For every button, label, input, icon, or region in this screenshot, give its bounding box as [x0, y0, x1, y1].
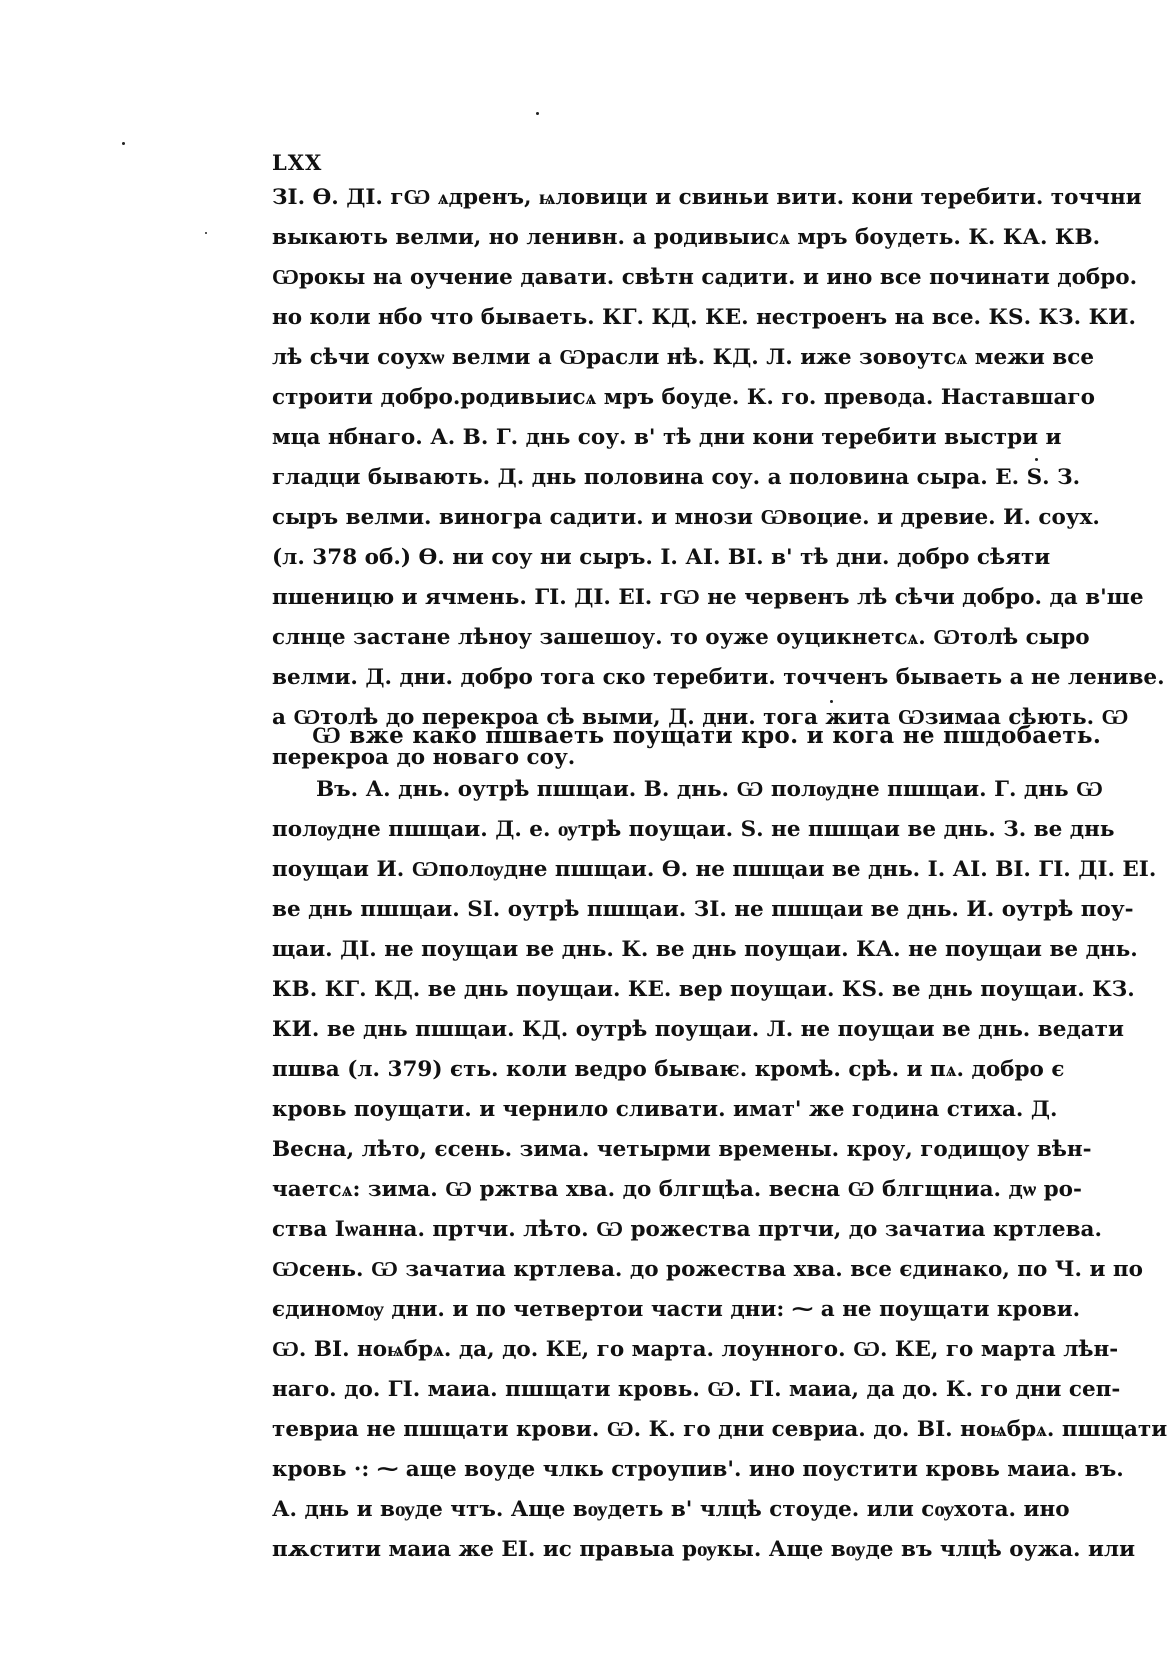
text-line: выкають велми, но ленивн. а родивыисѧ мръ боудеть. К. КА. КВ. — [272, 225, 1101, 250]
text-line: ства Іѡанна. пртчи. лѣто. Ѡ рожества пртчи, до зачатиа кртлева. — [272, 1217, 1102, 1242]
text-line: Ѡсень. Ѡ зачатиа кртлева. до рожества хва. все єдинако, по Ч. и по — [272, 1257, 1143, 1282]
text-line: КИ. ве днь пшщаи. КД. оутрѣ поущаи. Л. не поущаи ве днь. ведати — [272, 1017, 1124, 1042]
text-line: А. днь и вѹде чтъ. Аще вѹдеть в' члцѣ стоуде. или сѹхота. ино — [272, 1497, 1070, 1522]
text-line: перекроа до новаго соу. — [272, 745, 576, 770]
text-line: гладци бывають. Д. днь половина соу. а половина сыра. Е. Ѕ. З. — [272, 465, 1081, 490]
text-line: Весна, лѣто, єсень. зима. четырми времены. кроу, годищоу вѣн- — [272, 1137, 1092, 1162]
text-line: наго. до. ГІ. маиа. пшщати кровь. Ѡ. ГІ. маиа, да до. К. го дни сеп- — [272, 1377, 1121, 1402]
text-line: Ѡ. ВІ. ноѩбрѧ. да, до. КЕ, го марта. лоунного. Ѡ. КЕ, го марта лѣн- — [272, 1337, 1119, 1362]
scan-speck — [830, 700, 833, 703]
scan-speck — [205, 232, 207, 234]
text-line: (л. 378 об.) Ѳ. ни соу ни сыръ. І. АІ. ВІ. в' тѣ дни. добро сѣяти — [272, 545, 1051, 570]
text-line: кровь ·: ⁓ аще воуде члкь строупив'. ино поустити кровь маиа. въ. — [272, 1457, 1124, 1482]
text-line: а Ѡтолѣ до перекроа сѣ выми, Д. дни. тога жита Ѡзимаа сѣють. Ѡ — [272, 705, 1129, 730]
paragraph-1 — [272, 178, 1165, 778]
page-number: LXX — [272, 150, 323, 175]
text-line: но коли нбо что бываеть. КГ. КД. КЕ. нестроенъ на все. КЅ. КЗ. КИ. — [272, 305, 1136, 330]
text-line: єдиномѹ дни. и по четвертои части дни: ⁓ а не поущати крови. — [272, 1297, 1081, 1322]
paragraph-2 — [272, 770, 1167, 1570]
scan-speck — [122, 142, 125, 145]
text-line: Въ. А. днь. оутрѣ пшщаи. В. днь. Ѡ полѹдне пшщаи. Г. днь Ѡ — [316, 777, 1103, 802]
text-line: ве днь пшщаи. ЅІ. оутрѣ пшщаи. ЗІ. не пшщаи ве днь. И. оутрѣ поу- — [272, 897, 1134, 922]
text-line: пшва (л. 379) єть. коли ведро бываѥ. кромѣ. срѣ. и пѧ. добро є — [272, 1057, 1065, 1082]
text-line: тевриа не пшщати крови. Ѡ. К. го дни севриа. до. ВІ. ноѩбрѧ. пшщати — [272, 1417, 1167, 1442]
text-line: полѹдне пшщаи. Д. е. ѹтрѣ поущаи. Ѕ. не пшщаи ве днь. З. ве днь — [272, 817, 1115, 842]
text-line: Ѡрокы на оучение давати. свѣтн садити. и ино все починати добро. — [272, 265, 1138, 290]
text-line: пѫстити маиа же ЕІ. ис правыа рѹкы. Аще вѹде въ члцѣ оужа. или — [272, 1537, 1136, 1562]
text-line: чаетсѧ: зима. Ѡ ржтва хва. до блгщѣа. весна Ѡ блгщниа. дѡ ро- — [272, 1177, 1082, 1202]
text-line: лѣ сѣчи соухѡ велми а Ѡрасли нѣ. КД. Л. иже зовоутсѧ межи все — [272, 345, 1094, 370]
text-line: кровь поущати. и чернило сливати. имат' же година стиха. Д. — [272, 1097, 1058, 1122]
text-line: ЗІ. Ѳ. ДІ. гѠ ѧдренъ, ѩловици и свиньи вити. кони теребити. точчни — [272, 185, 1142, 210]
text-line: мца нбнаго. А. В. Г. днь соу. в' тѣ дни кони теребити выстри и — [272, 425, 1062, 450]
text-line: щаи. ДІ. не поущаи ве днь. К. ве днь поущаи. КА. не поущаи ве днь. — [272, 937, 1138, 962]
section-heading: Ѡ вже како пшваеть поущати кро. и кога не пшдобаеть. — [312, 722, 1102, 749]
text-line: КВ. КГ. КД. ве днь поущаи. КЕ. вер поущаи. КЅ. ве днь поущаи. КЗ. — [272, 977, 1135, 1002]
text-line: сыръ велми. виногра садити. и мнози Ѡвоцие. и древие. И. соух. — [272, 505, 1100, 530]
scan-speck — [1035, 458, 1038, 461]
text-line: велми. Д. дни. добро тога ско теребити. точченъ бываеть а не лениве. — [272, 665, 1165, 690]
scan-speck — [536, 112, 539, 115]
text-line: поущаи И. Ѡполѹдне пшщаи. Ѳ. не пшщаи ве днь. І. АІ. ВІ. ГІ. ДІ. ЕІ. — [272, 857, 1157, 882]
text-line: слнце застане лѣноу зашешоу. то оуже оуцикнетсѧ. Ѡтолѣ сыро — [272, 625, 1090, 650]
text-line: строити добро.родивыисѧ мръ боуде. К. го. превода. Наставшаго — [272, 385, 1095, 410]
text-line: пшеницю и ячмень. ГІ. ДІ. ЕІ. гѠ не червенъ лѣ сѣчи добро. да в'ше — [272, 585, 1144, 610]
